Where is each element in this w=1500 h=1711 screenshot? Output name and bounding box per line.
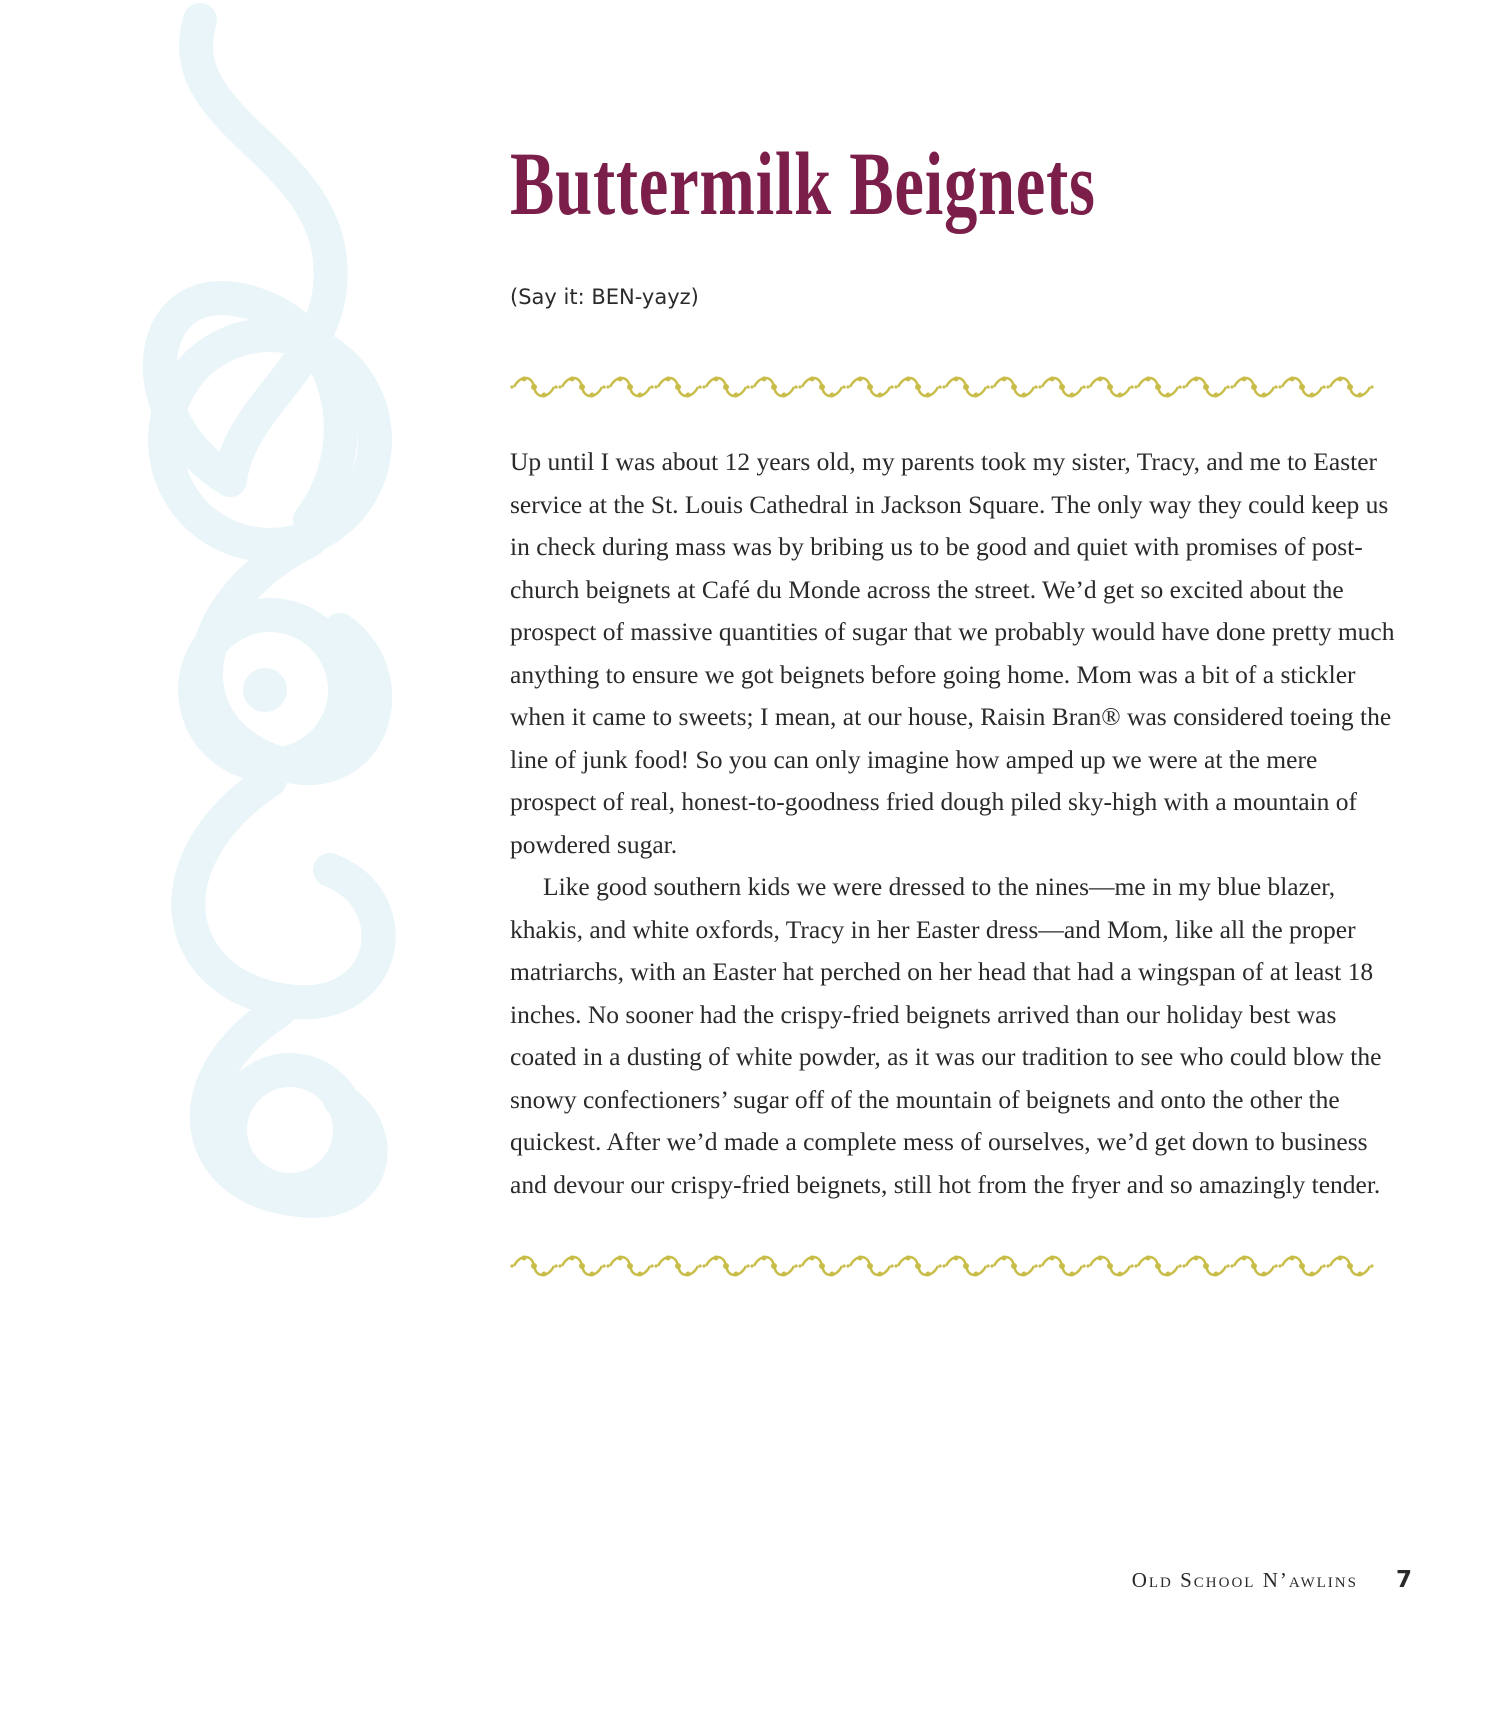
page-number: 7: [1395, 1567, 1412, 1593]
running-head: Old School N’awlins: [1131, 1568, 1358, 1592]
pronunciation-note: (Say it: BEN-yayz): [510, 285, 699, 309]
top-ornament-divider: [510, 367, 1383, 407]
story-paragraph: Up until I was about 12 years old, my parents took my sister, Tracy, and me to Easter service at the St. Louis Cathedral in Jackson Square. The only way they could keep us in check during mass was by bribing us to be good and quiet with promises of post-church beignets at Café du Monde across the street. We’d get so excited about the prospect of massive quantities of sugar that we probably would have done pretty much anything to ensure we got beignets before going home. Mom was a bit of a stickler when it came to sweets; I mean, at our house, Raisin Bran® was considered toeing the line of junk food! So you can only imagine how amped up we were at the mere prospect of real, honest-to-goodness fried dough piled sky-high with a mountain of powdered sugar.: [510, 447, 1395, 859]
story-text: [510, 441, 1405, 1206]
recipe-title: Buttermilk Beignets: [510, 135, 1096, 234]
swirl-background-decoration: [110, 0, 470, 1711]
story-paragraph: Like good southern kids we were dressed to the nines—me in my blue blazer, khakis, and white oxfords, Tracy in her Easter dress—and Mom, like all the proper matriarchs, with an Easter hat perched on her head that had a wingspan of at least 18 inches. No sooner had the crispy-fried beignets arrived than our holiday best was coated in a dusting of white powder, as it was our tradition to see who could blow the snowy confectioners’ sugar off of the mountain of beignets and onto the other the quickest. After we’d made a complete mess of ourselves, we’d get down to business and devour our crispy-fried beignets, still hot from the fryer and so amazingly tender.: [510, 872, 1382, 1199]
recipe-content: [510, 135, 1405, 1286]
bottom-ornament-divider: [510, 1246, 1383, 1286]
page-footer: [1132, 1567, 1412, 1593]
